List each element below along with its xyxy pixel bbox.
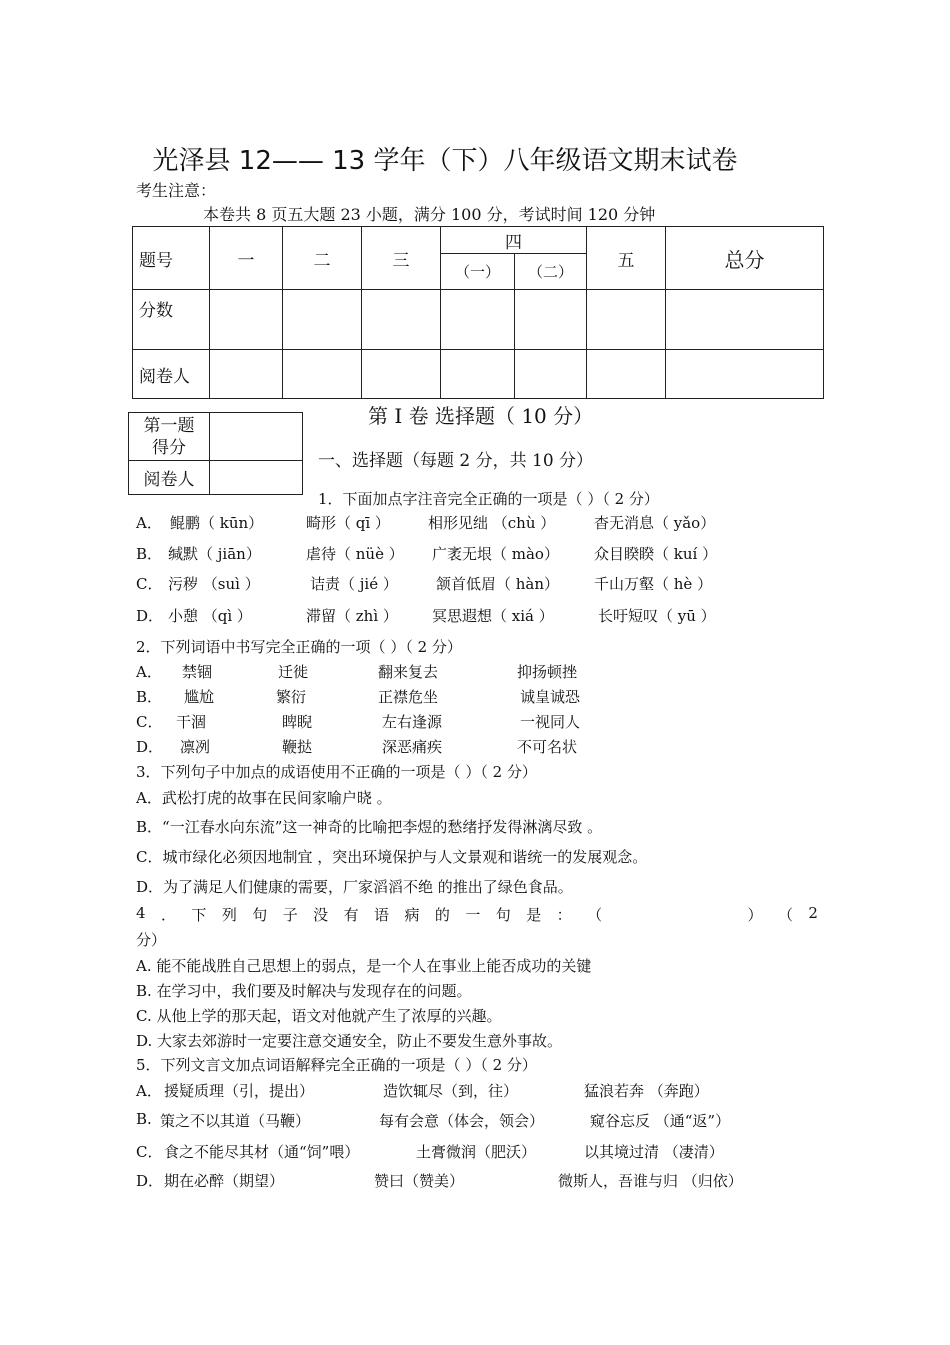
q1-b-word: 缄默（ jiān） xyxy=(168,545,261,563)
q2-word: 睥睨 xyxy=(282,713,313,731)
q3-option-c: C．城市绿化必须因地制宜 ，突出环境保护与人文景观和谐统一的发展观念。 xyxy=(136,848,648,866)
q2-word: 干涸 xyxy=(176,713,207,731)
q5-option-label: A． xyxy=(136,1082,162,1100)
section-grader-cell[interactable] xyxy=(210,461,303,495)
grader-cell[interactable] xyxy=(283,350,362,399)
section-score-cell[interactable] xyxy=(210,413,303,461)
q2-stem: 2．下列词语中书写完全正确的一项（ ）（ 2 分） xyxy=(136,638,462,656)
section-heading: 一、选择题（每题 2 分，共 10 分） xyxy=(318,451,594,471)
q1-c-word: 诘责（ jié ） xyxy=(310,575,398,593)
q3-option-d: D．为了满足人们健康的需要，厂家滔滔不绝 的推出了绿色食品。 xyxy=(136,878,573,896)
q2-word: 鞭挞 xyxy=(282,738,313,756)
q2-word: 诚皇诚恐 xyxy=(520,688,581,706)
q2-word: 正襟危坐 xyxy=(378,688,439,706)
header-4a: （一） xyxy=(441,254,515,290)
q4-option-b: B. 在学习中，我们要及时解决与发现存在的问题。 xyxy=(136,982,472,1000)
q5-option-label: D． xyxy=(136,1172,164,1190)
q4-stem-char: 列 xyxy=(221,906,237,924)
q1-a-word: 杳无消息（ yǎo） xyxy=(594,514,716,532)
q2-word: 迁徙 xyxy=(278,663,309,681)
q4-stem-char: 一 xyxy=(465,906,481,924)
part-heading: 第 I 卷 选择题（ 10 分） xyxy=(368,404,594,428)
q5-word: 每有会意（体会，领会） xyxy=(379,1112,545,1130)
exam-title: 光泽县 12—— 13 学年（下）八年级语文期末试卷 xyxy=(152,146,738,176)
q2-word: 一视同人 xyxy=(520,713,581,731)
grader-cell[interactable] xyxy=(210,350,283,399)
q5-option-label: C． xyxy=(136,1143,163,1161)
q4-stem-char: ． xyxy=(160,906,176,924)
score-cell[interactable] xyxy=(587,290,666,350)
q4-stem-char: 是 xyxy=(526,906,542,924)
q4-option-d: D. 大家去郊游时一定要注意交通安全，防止不要发生意外事故。 xyxy=(136,1032,563,1050)
header-4: 四 xyxy=(441,227,587,254)
q3-option-b: B．“一江春水向东流”这一神奇的比喻把李煜的愁绪抒发得淋漓尽致 。 xyxy=(136,818,603,836)
q4-stem-char: 语 xyxy=(374,906,390,924)
q1-d-word: 滞留（ zhì ） xyxy=(306,607,398,625)
q4-stem-char: 病 xyxy=(404,906,420,924)
q4-stem-char: ： xyxy=(556,906,572,924)
grader-cell[interactable] xyxy=(666,350,824,399)
q1-d-word: 小憩 （qì ） xyxy=(168,607,252,625)
q5-word: 援疑质理（引，提出） xyxy=(164,1082,315,1100)
score-cell[interactable] xyxy=(210,290,283,350)
notice-label: 考生注意： xyxy=(136,181,217,200)
q1-option-label: B． xyxy=(136,545,163,563)
grader-cell[interactable] xyxy=(441,350,515,399)
q5-word: 土膏微润（肥沃） xyxy=(416,1143,537,1161)
q4-stem-char: ） xyxy=(747,906,763,924)
q4-option-a: A. 能不能战胜自己思想上的弱点，是一个人在事业上能否成功的关键 xyxy=(136,957,592,975)
row-yuejuan-label: 阅卷人 xyxy=(133,350,210,399)
q5-word: 猛浪若奔 （奔跑） xyxy=(584,1082,709,1100)
q5-word: 以其境过清 （凄清） xyxy=(584,1143,724,1161)
q1-c-word: 颔首低眉（ hàn） xyxy=(436,575,560,593)
q3-option-a: A．武松打虎的故事在民间家喻户晓 。 xyxy=(136,789,392,807)
q2-word: 深恶痛疾 xyxy=(382,738,443,756)
q3-stem: 3．下列句子中加点的成语使用不正确的一项是（ ）（ 2 分） xyxy=(136,763,537,781)
q4-stem-char: （ xyxy=(587,906,603,924)
q2-option-label: C． xyxy=(136,713,163,731)
q4-stem xyxy=(136,904,818,925)
section-grader-label: 阅卷人 xyxy=(129,461,210,495)
header-2: 二 xyxy=(283,227,362,290)
q5-word: 食之不能尽其材（通“饲”喂） xyxy=(164,1143,360,1161)
score-cell[interactable] xyxy=(441,290,515,350)
score-cell[interactable] xyxy=(283,290,362,350)
q4-stem-char: 的 xyxy=(434,906,450,924)
q5-word: 微斯人，吾谁与归 （归依） xyxy=(558,1172,743,1190)
header-total: 总分 xyxy=(666,227,824,290)
q2-word: 左右逢源 xyxy=(382,713,443,731)
q4-stem-char: （ xyxy=(777,906,793,924)
score-table xyxy=(132,226,824,399)
q4-stem-char: 2 xyxy=(808,904,818,922)
grader-cell[interactable] xyxy=(362,350,441,399)
q1-c-word: 千山万壑（ hè ） xyxy=(594,575,713,593)
grader-cell[interactable] xyxy=(587,350,666,399)
q2-word: 不可名状 xyxy=(517,738,578,756)
q5-word: 策之不以其道（马鞭） xyxy=(160,1112,311,1130)
q5-word: 窥谷忘反 （通“返”） xyxy=(590,1112,731,1130)
q2-word: 繁衍 xyxy=(276,688,307,706)
q1-d-word: 冥思遐想（ xiá ） xyxy=(432,607,554,625)
score-cell[interactable] xyxy=(666,290,824,350)
q2-word: 凛冽 xyxy=(180,738,211,756)
header-4b: （二） xyxy=(515,254,587,290)
q5-word: 赞曰（赞美） xyxy=(374,1172,465,1190)
q2-word: 翻来复去 xyxy=(378,663,439,681)
q1-option-label: D． xyxy=(136,607,164,625)
q4-stem-char: 没 xyxy=(313,906,329,924)
q1-d-word: 长吁短叹（ yū ） xyxy=(598,607,716,625)
score-cell[interactable] xyxy=(515,290,587,350)
header-5: 五 xyxy=(587,227,666,290)
q1-b-word: 众目睽睽（ kuí ） xyxy=(594,545,718,563)
q5-option-label: B. xyxy=(136,1110,152,1128)
q1-a-word: 鲲鹏（ kūn） xyxy=(170,514,264,532)
q2-option-label: D． xyxy=(136,738,164,756)
header-3: 三 xyxy=(362,227,441,290)
q1-a-word: 畸形（ qī ） xyxy=(306,514,390,532)
q4-stem-char: 子 xyxy=(282,906,298,924)
section-score-label xyxy=(129,413,210,461)
section-score-label-2: 得分 xyxy=(152,437,186,458)
q1-a-word: 相形见绌 （chù ） xyxy=(428,514,556,532)
q2-word: 抑扬顿挫 xyxy=(517,663,578,681)
header-tihao: 题号 xyxy=(133,227,210,290)
row-fenshu-label: 分数 xyxy=(133,290,210,350)
q4-stem-tail: 分） xyxy=(136,931,167,949)
q1-b-word: 虐待（ nüè ） xyxy=(306,545,404,563)
q4-stem-char: 句 xyxy=(495,906,511,924)
q1-stem: 1．下面加点字注音完全正确的一项是（ ）（ 2 分） xyxy=(318,490,659,508)
q2-option-label: A． xyxy=(136,663,162,681)
q1-option-label: A． xyxy=(136,514,162,532)
q4-stem-char: 有 xyxy=(343,906,359,924)
q1-c-word: 污秽 （suì ） xyxy=(168,575,260,593)
score-cell[interactable] xyxy=(362,290,441,350)
q2-option-label: B． xyxy=(136,688,163,706)
q2-word: 禁锢 xyxy=(182,663,213,681)
q5-word: 期在必醉（期望） xyxy=(164,1172,285,1190)
q4-stem-char: 句 xyxy=(252,906,268,924)
exam-intro: 本卷共 8 页五大题 23 小题，满分 100 分，考试时间 120 分钟 xyxy=(203,205,656,224)
q4-option-c: C. 从他上学的那天起，语文对他就产生了浓厚的兴趣。 xyxy=(136,1007,502,1025)
q1-option-label: C． xyxy=(136,575,163,593)
header-1: 一 xyxy=(210,227,283,290)
q4-stem-char: 4 xyxy=(136,904,146,922)
section-score-label-1: 第一题 xyxy=(143,415,195,436)
grader-cell[interactable] xyxy=(515,350,587,399)
q2-word: 尴尬 xyxy=(184,688,215,706)
q1-b-word: 广袤无垠（ mào） xyxy=(432,545,559,563)
section-score-table xyxy=(128,412,303,495)
q5-stem: 5．下列文言文加点词语解释完全正确的一项是（ ）（ 2 分） xyxy=(136,1056,537,1074)
q5-word: 造饮辄尽（到，往） xyxy=(383,1082,519,1100)
q4-stem-char: 下 xyxy=(191,906,207,924)
